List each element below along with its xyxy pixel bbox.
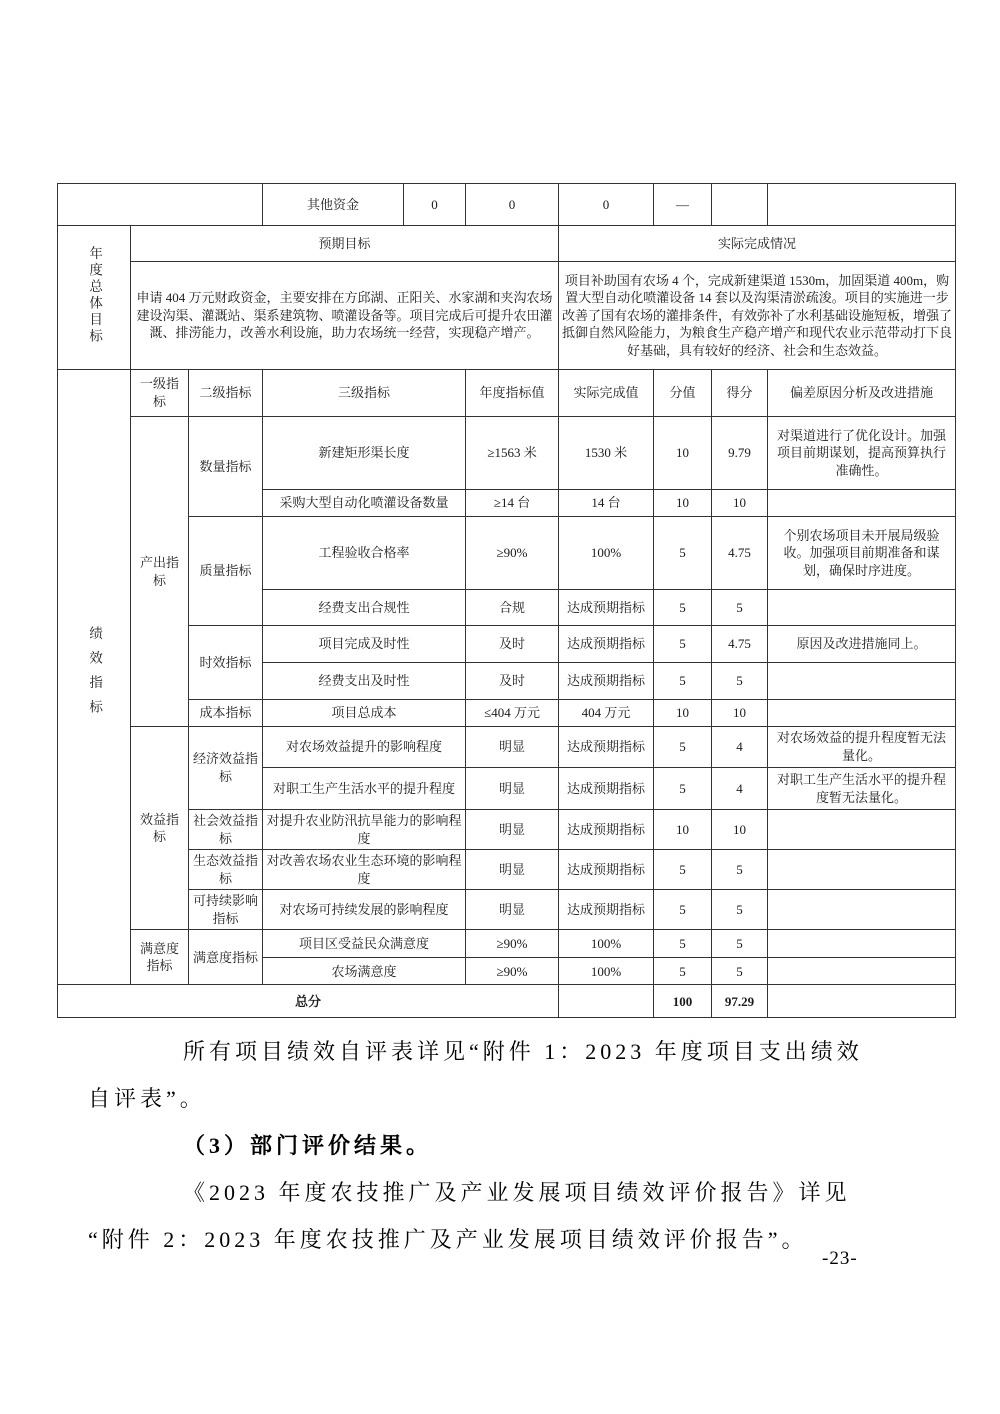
target-cell: 及时 xyxy=(466,663,559,700)
actual-cell: 达成预期指标 xyxy=(559,768,654,810)
deviation-cell: 对渠道进行了优化设计。加强项目前期谋划，提高预算执行准确性。 xyxy=(768,417,956,490)
earned-cell: 4 xyxy=(712,727,768,768)
target-cell: ≤404 万元 xyxy=(466,700,559,727)
target-cell: ≥90% xyxy=(466,958,559,985)
target-cell: ≥90% xyxy=(466,517,559,590)
earned-cell: 4 xyxy=(712,768,768,810)
table-row xyxy=(58,626,956,663)
earned-cell: 5 xyxy=(712,590,768,626)
score-cell: 10 xyxy=(654,810,712,850)
actual-cell: 达成预期指标 xyxy=(559,626,654,663)
target-cell: ≥90% xyxy=(466,930,559,958)
paragraph-line: 自评表”。 xyxy=(88,1086,206,1111)
indicator-header-row xyxy=(58,370,956,417)
header-earned: 得分 xyxy=(712,370,768,417)
level2-satisfaction-cell: 满意度指标 xyxy=(189,930,263,985)
header-level3: 三级指标 xyxy=(263,370,466,417)
deviation-cell xyxy=(768,958,956,985)
l3-cell: 项目完成及时性 xyxy=(263,626,466,663)
header-actual: 实际完成值 xyxy=(559,370,654,417)
table-row xyxy=(58,700,956,727)
l3-cell: 对农场可持续发展的影响程度 xyxy=(263,890,466,930)
header-target: 年度指标值 xyxy=(466,370,559,417)
table-row xyxy=(58,417,956,490)
score-cell: 5 xyxy=(654,517,712,590)
score-cell: 5 xyxy=(654,727,712,768)
performance-row-label xyxy=(58,370,131,985)
level2-cost-cell: 成本指标 xyxy=(189,700,263,727)
earned-cell: 5 xyxy=(712,930,768,958)
actual-cell: 100% xyxy=(559,958,654,985)
funding-empty-cell-1 xyxy=(712,184,768,226)
performance-vertical-text: 绩效指标 xyxy=(87,625,103,724)
l3-cell: 项目总成本 xyxy=(263,700,466,727)
deviation-cell xyxy=(768,590,956,626)
level2-sustain-cell: 可持续影响指标 xyxy=(189,890,263,930)
annual-goal-row-label xyxy=(58,226,131,370)
l3-cell: 农场满意度 xyxy=(263,958,466,985)
section-heading: （3）部门评价结果。 xyxy=(183,1133,433,1158)
actual-cell: 达成预期指标 xyxy=(559,890,654,930)
total-row xyxy=(58,985,956,1018)
score-cell: 5 xyxy=(654,890,712,930)
score-cell: 5 xyxy=(654,930,712,958)
score-cell: 5 xyxy=(654,590,712,626)
table-row xyxy=(58,517,956,590)
score-cell: 5 xyxy=(654,958,712,985)
score-cell: 10 xyxy=(654,417,712,490)
paragraph-line: 《2023 年度农技推广及产业发展项目绩效评价报告》详见 xyxy=(183,1180,851,1205)
expected-goal-text-cell: 申请 404 万元财政资金，主要安排在方邱湖、正阳关、水家湖和夹沟农场建设沟渠、灌溉站、渠系建筑物、喷灌设备等。项目完成后可提升农田灌溉、排涝能力，改善水利设施，助力农场统一经营，实现稳产增产。 xyxy=(131,262,559,370)
paragraph-line: “附件 2：2023 年度农技推广及产业发展项目绩效评价报告”。 xyxy=(88,1227,808,1252)
level1-output-cell: 产出指标 xyxy=(131,417,189,727)
level2-quantity-cell: 数量指标 xyxy=(189,417,263,517)
level2-ecological-cell: 生态效益指标 xyxy=(189,850,263,890)
score-cell: 5 xyxy=(654,850,712,890)
actual-cell: 达成预期指标 xyxy=(559,850,654,890)
l3-cell: 对提升农业防汛抗旱能力的影响程度 xyxy=(263,810,466,850)
performance-evaluation-table xyxy=(57,183,956,1018)
l3-cell: 项目区受益民众满意度 xyxy=(263,930,466,958)
score-cell: 10 xyxy=(654,700,712,727)
deviation-cell: 个别农场项目未开展局级验收。加强项目前期准备和谋划，确保时序进度。 xyxy=(768,517,956,590)
level2-economic-cell: 经济效益指标 xyxy=(189,727,263,810)
target-cell: 合规 xyxy=(466,590,559,626)
earned-cell: 5 xyxy=(712,850,768,890)
table-row xyxy=(58,850,956,890)
header-level1: 一级指标 xyxy=(131,370,189,417)
actual-completion-header-cell: 实际完成情况 xyxy=(559,226,956,262)
earned-cell: 10 xyxy=(712,700,768,727)
header-score: 分值 xyxy=(654,370,712,417)
annual-goal-header-row xyxy=(58,226,956,262)
deviation-cell xyxy=(768,930,956,958)
target-cell: 明显 xyxy=(466,890,559,930)
actual-cell: 14 台 xyxy=(559,490,654,517)
l3-cell: 对农场效益提升的影响程度 xyxy=(263,727,466,768)
funding-row xyxy=(58,184,956,226)
level2-social-cell: 社会效益指标 xyxy=(189,810,263,850)
score-cell: 5 xyxy=(654,768,712,810)
target-cell: 明显 xyxy=(466,810,559,850)
deviation-cell xyxy=(768,490,956,517)
table-row xyxy=(58,930,956,958)
l3-cell: 经费支出及时性 xyxy=(263,663,466,700)
l3-cell: 经费支出合规性 xyxy=(263,590,466,626)
actual-cell: 达成预期指标 xyxy=(559,727,654,768)
earned-cell: 5 xyxy=(712,958,768,985)
deviation-cell xyxy=(768,663,956,700)
funding-total-cell: 0 xyxy=(559,184,654,226)
total-earned-cell: 97.29 xyxy=(712,985,768,1018)
deviation-cell: 对职工生产生活水平的提升程度暂无法量化。 xyxy=(768,768,956,810)
funding-executed-cell: 0 xyxy=(466,184,559,226)
funding-empty-cell-2 xyxy=(768,184,956,226)
funding-label-cell: 其他资金 xyxy=(263,184,404,226)
table-row xyxy=(58,810,956,850)
total-deviation-empty-cell xyxy=(768,985,956,1018)
score-cell: 5 xyxy=(654,626,712,663)
earned-cell: 4.75 xyxy=(712,626,768,663)
deviation-cell xyxy=(768,810,956,850)
score-cell: 5 xyxy=(654,663,712,700)
level1-satisfaction-cell: 满意度指标 xyxy=(131,930,189,985)
score-cell: 10 xyxy=(654,490,712,517)
actual-cell: 达成预期指标 xyxy=(559,663,654,700)
funding-budget-cell: 0 xyxy=(404,184,466,226)
header-deviation: 偏差原因分析及改进措施 xyxy=(768,370,956,417)
earned-cell: 5 xyxy=(712,663,768,700)
level2-quality-cell: 质量指标 xyxy=(189,517,263,626)
target-cell: 明显 xyxy=(466,768,559,810)
earned-cell: 9.79 xyxy=(712,417,768,490)
target-cell: 明显 xyxy=(466,727,559,768)
target-cell: ≥14 台 xyxy=(466,490,559,517)
annual-goal-vertical-text: 年度总体目标 xyxy=(87,245,103,345)
target-cell: ≥1563 米 xyxy=(466,417,559,490)
deviation-cell: 原因及改进措施同上。 xyxy=(768,626,956,663)
l3-cell: 工程验收合格率 xyxy=(263,517,466,590)
actual-completion-text-cell: 项目补助国有农场 4 个，完成新建渠道 1530m，加固渠道 400m，购置大型自动化喷灌设备 14 套以及沟渠清淤疏浚。项目的实施进一步改善了国有农场的灌排条件，有效弥补了水利基础设施短板，增强了抵御自然风险能力，为粮食生产稳产增产和现代农业示范带动打下良好基础，具有较好的经济、社会和生态效益。 xyxy=(559,262,956,370)
funding-empty-left-cell xyxy=(58,184,263,226)
actual-cell: 100% xyxy=(559,517,654,590)
l3-cell: 采购大型自动化喷灌设备数量 xyxy=(263,490,466,517)
total-actual-empty-cell xyxy=(559,985,654,1018)
body-text xyxy=(88,1028,928,1263)
deviation-cell: 对农场效益的提升程度暂无法量化。 xyxy=(768,727,956,768)
actual-cell: 1530 米 xyxy=(559,417,654,490)
page-number: -23- xyxy=(822,1248,858,1269)
expected-goal-header-cell: 预期目标 xyxy=(131,226,559,262)
l3-cell: 对职工生产生活水平的提升程度 xyxy=(263,768,466,810)
annual-goal-content-row xyxy=(58,262,956,370)
level1-benefit-cell: 效益指标 xyxy=(131,727,189,930)
earned-cell: 10 xyxy=(712,810,768,850)
paragraph-line: 所有项目绩效自评表详见“附件 1：2023 年度项目支出绩效 xyxy=(183,1039,863,1064)
funding-rate-cell: — xyxy=(654,184,712,226)
actual-cell: 达成预期指标 xyxy=(559,810,654,850)
deviation-cell xyxy=(768,890,956,930)
target-cell: 及时 xyxy=(466,626,559,663)
level2-timeliness-cell: 时效指标 xyxy=(189,626,263,700)
earned-cell: 5 xyxy=(712,890,768,930)
header-level2: 二级指标 xyxy=(189,370,263,417)
total-score-cell: 100 xyxy=(654,985,712,1018)
deviation-cell xyxy=(768,850,956,890)
earned-cell: 4.75 xyxy=(712,517,768,590)
table-row xyxy=(58,890,956,930)
table-row xyxy=(58,727,956,768)
actual-cell: 404 万元 xyxy=(559,700,654,727)
target-cell: 明显 xyxy=(466,850,559,890)
deviation-cell xyxy=(768,700,956,727)
earned-cell: 10 xyxy=(712,490,768,517)
total-label-cell: 总分 xyxy=(58,985,559,1018)
actual-cell: 100% xyxy=(559,930,654,958)
l3-cell: 对改善农场农业生态环境的影响程度 xyxy=(263,850,466,890)
l3-cell: 新建矩形渠长度 xyxy=(263,417,466,490)
actual-cell: 达成预期指标 xyxy=(559,590,654,626)
